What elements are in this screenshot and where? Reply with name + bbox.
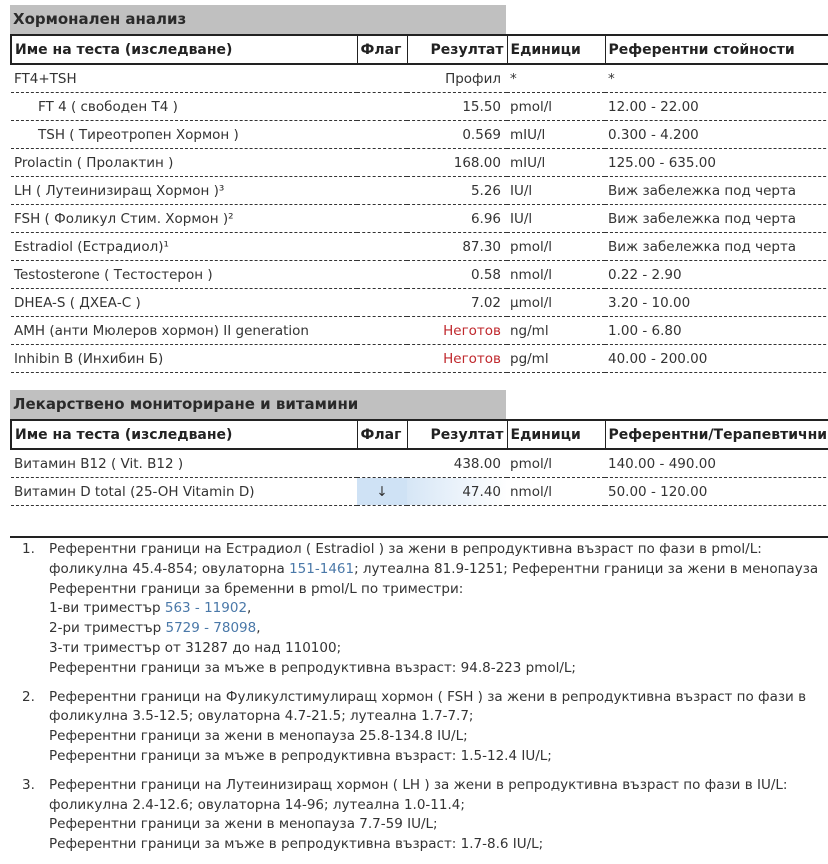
result-cell: 6.96 [407,205,507,233]
column-header-name: Име на теста (изследване) [11,420,357,449]
result-cell: 5.26 [407,177,507,205]
units-cell: * [507,64,605,93]
test-name-cell: DHEA-S ( ДХЕА-С ) [11,289,357,317]
footnote-text: фоликулна 2.4-12.6; овулаторна 14-96; лутеална 1.0-11.4; [49,796,465,813]
units-cell: mIU/l [507,121,605,149]
table-row [11,121,828,149]
footnote-text: Референтни граници за жени в менопауза 7.7-59 IU/L; [49,816,438,833]
table-header-row [11,420,828,449]
reference-cell: 0.22 - 2.90 [605,261,828,289]
footnote-line [49,580,828,600]
test-name-cell: AMH (анти Мюлеров хормон) II generation [11,317,357,345]
table-row [11,289,828,317]
test-name-cell: Витамин D total (25-OH Vitamin D) [11,478,357,506]
footnote-text: 1-ви триместър [49,600,165,617]
footnote-line [49,619,828,639]
reference-cell: 3.20 - 10.00 [605,289,828,317]
footnote-text: 3-ти триместър от 31287 до над 110100; [49,639,342,656]
highlighted-range: 5729 - 78098 [165,620,257,637]
vitamins-table [10,419,828,506]
column-header-flag: Флаг [357,420,407,449]
result-cell: 15.50 [407,93,507,121]
units-cell: pg/ml [507,345,605,373]
footnote-text: Референтни граници за жени в менопауза 25.8-134.8 IU/L; [49,728,468,745]
footnote-line [49,707,828,727]
test-name-cell: Inhibin B (Инхибин Б) [11,345,357,373]
reference-cell: 1.00 - 6.80 [605,317,828,345]
flag-cell [357,149,407,177]
reference-cell: 12.00 - 22.00 [605,93,828,121]
reference-cell: 50.00 - 120.00 [605,478,828,506]
footnote-line [49,796,828,816]
flag-cell [357,449,407,478]
column-header-units: Единици [507,420,605,449]
footnote-line [49,639,828,659]
table-row [11,177,828,205]
test-name-cell: Estradiol (Естрадиол)¹ [11,233,357,261]
units-cell: IU/l [507,177,605,205]
footnote-line [49,727,828,747]
footnote-item [0,776,828,855]
units-cell: nmol/l [507,478,605,506]
reference-cell: * [605,64,828,93]
footnote-line [49,560,828,580]
table-row [11,93,828,121]
units-cell: pmol/l [507,93,605,121]
flag-cell [357,233,407,261]
footnote-item [0,688,828,767]
section-title: Лекарствено мониториране и витамини [10,390,506,419]
test-name-cell: Витамин B12 ( Vit. B12 ) [11,449,357,478]
footnote-text: Референтни граници за мъже в репродуктивна възраст: 1.7-8.6 IU/L; [49,836,544,853]
footnotes [0,540,828,864]
hormones-table [10,34,828,373]
footnote-text: Референтни граници за мъже в репродуктивна възраст: 1.5-12.4 IU/L; [49,747,552,764]
highlighted-range: 151-1461 [289,560,355,577]
footnote-line [49,835,828,855]
footnote-text: , [247,600,252,617]
table-row [11,317,828,345]
footnote-line [49,815,828,835]
reference-cell: 140.00 - 490.00 [605,449,828,478]
units-cell: ng/ml [507,317,605,345]
units-cell: pmol/l [507,449,605,478]
footnote-number: 1. [22,541,35,557]
footnote-line [49,747,828,767]
result-cell: 7.02 [407,289,507,317]
highlighted-range: 563 - 11902 [164,600,248,617]
footnote-text: Референтни граници за мъже в репродуктивна възраст: 94.8-223 pmol/L; [49,659,576,676]
table-header-row [11,35,828,64]
units-cell: IU/l [507,205,605,233]
column-header-units: Единици [507,35,605,64]
footnote-text: ; лутеална 81.9-1251; Референтни граници за жени в менопауза [354,560,819,577]
result-cell: 168.00 [407,149,507,177]
test-name-cell: Testosterone ( Тестостерон ) [11,261,357,289]
table-row [11,233,828,261]
table-row [11,345,828,373]
reference-cell: Виж забележка под черта [605,177,828,205]
flag-cell [357,289,407,317]
vitamins-section [10,390,828,506]
reference-cell: 125.00 - 635.00 [605,149,828,177]
footnote-number: 3. [22,776,35,793]
footnote-text: Референтни граници на Естрадиол ( Estradiol ) за жени в репродуктивна възраст по фази в pmol/L: [49,541,762,557]
low-flag-icon: ↓ [357,478,407,506]
footnote-text: Референтни граници на Фуликулстимулиращ хормон ( FSH ) за жени в репродуктивна възраст по фази в [49,688,807,705]
table-row [11,64,828,93]
flag-cell [357,317,407,345]
result-cell: 0.58 [407,261,507,289]
footnote-text: фоликулна 3.5-12.5; овулаторна 4.7-21.5; лутеална 1.7-7.7; [49,708,474,725]
result-cell: 0.569 [407,121,507,149]
reference-cell: Виж забележка под черта [605,233,828,261]
column-header-result: Резултат [407,420,507,449]
footnote-text: 2-ри триместър [49,620,166,637]
section-title: Хормонален анализ [10,5,506,34]
flag-cell [357,93,407,121]
units-cell: pmol/l [507,233,605,261]
test-name-cell: TSH ( Тиреотропен Хормон ) [11,121,357,149]
column-header-name: Име на теста (изследване) [11,35,357,64]
table-row [11,449,828,478]
result-cell: 87.30 [407,233,507,261]
flag-cell [357,261,407,289]
footnote-text: , [256,620,261,637]
result-cell: Профил [407,64,507,93]
footnote-number: 2. [22,688,35,705]
hormones-section [10,5,828,373]
footnote-line [49,599,828,619]
footnote-text: Референтни граници на Лутеинизиращ хормон ( LH ) за жени в репродуктивна възраст по фази в IU/L: [49,776,788,793]
table-row [11,205,828,233]
footnote-line [49,688,828,708]
table-row [11,478,828,506]
reference-cell: Виж забележка под черта [605,205,828,233]
column-header-reference: Референтни стойности [605,35,828,64]
table-row [11,149,828,177]
footnote-item [0,540,828,679]
units-cell: nmol/l [507,261,605,289]
result-cell: Неготов [407,345,507,373]
result-cell: Неготов [407,317,507,345]
flag-cell [357,345,407,373]
footnote-text: фоликулна 45.4-854; овулаторна [49,560,290,577]
test-name-cell: LH ( Лутеинизиращ Хормон )³ [11,177,357,205]
test-name-cell: FSH ( Фоликул Стим. Хормон )² [11,205,357,233]
footnote-text: Референтни граници за бременни в pmol/L по триместри: [49,580,464,597]
column-header-reference: Референтни/Терапевтични [605,420,828,449]
test-name-cell: FT 4 ( свободен T4 ) [11,93,357,121]
result-cell: 438.00 [407,449,507,478]
flag-cell [357,64,407,93]
test-name-cell: FT4+TSH [11,64,357,93]
test-name-cell: Prolactin ( Пролактин ) [11,149,357,177]
flag-cell [357,205,407,233]
column-header-flag: Флаг [357,35,407,64]
footnote-line [49,540,828,560]
footnote-line [49,659,828,679]
reference-cell: 40.00 - 200.00 [605,345,828,373]
column-header-result: Резултат [407,35,507,64]
flag-cell [357,121,407,149]
footnote-line [49,776,828,796]
reference-cell: 0.300 - 4.200 [605,121,828,149]
flag-cell [357,177,407,205]
result-cell: 47.40 [407,478,507,506]
units-cell: µmol/l [507,289,605,317]
units-cell: mIU/l [507,149,605,177]
table-row [11,261,828,289]
footnotes-divider [10,536,828,538]
